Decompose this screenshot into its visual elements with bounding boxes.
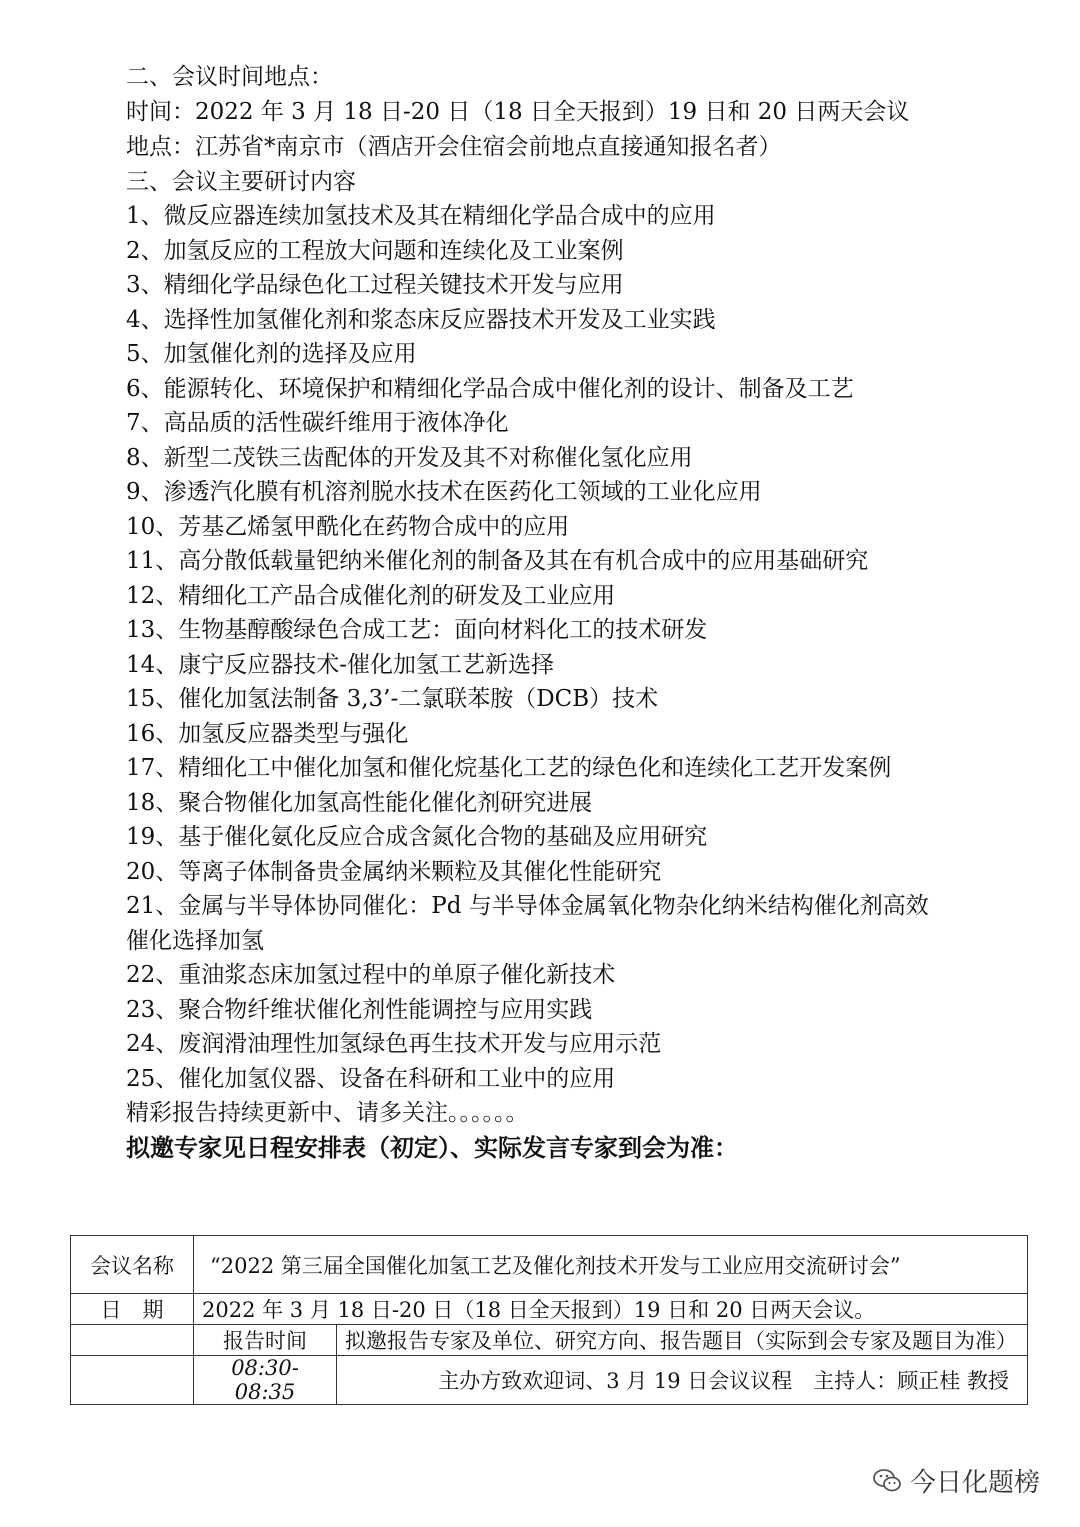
topic-item: 11、高分散低载量钯纳米催化剂的制备及其在有机合成中的应用基础研究 <box>126 548 869 574</box>
topic-item: 1、微反应器连续加氢技术及其在精细化学品合成中的应用 <box>126 203 716 229</box>
topic-item: 15、催化加氢法制备 3,3’-二氯联苯胺（DCB）技术 <box>126 686 659 712</box>
table-row <box>71 1236 1028 1294</box>
topic-item: 2、加氢反应的工程放大问题和连续化及工业案例 <box>126 238 624 264</box>
topic-item: 10、芳基乙烯氢甲酰化在药物合成中的应用 <box>126 514 570 540</box>
empty-cell <box>71 1325 194 1356</box>
update-note: 精彩报告持续更新中、请多关注。。。。。。 <box>126 1100 529 1126</box>
meeting-name-value: “2022 第三届全国催化加氢工艺及催化剂技术开发与工业应用交流研讨会” <box>194 1236 1028 1294</box>
section2-heading: 二、会议时间地点： <box>126 64 333 90</box>
topic-item-continuation: 催化选择加氢 <box>126 928 264 954</box>
opening-session: 主办方致欢迎词、3 月 19 日会议议程 主持人：顾正桂 教授 <box>337 1356 1028 1405</box>
topic-item: 3、精细化学品绿色化工过程关键技术开发与应用 <box>126 272 624 298</box>
table-row <box>71 1294 1028 1325</box>
section3-heading: 三、会议主要研讨内容 <box>126 169 356 195</box>
experts-note: 拟邀专家见日程安排表（初定）、实际发言专家到会为准： <box>126 1133 738 1162</box>
topic-item: 23、聚合物纤维状催化剂性能调控与应用实践 <box>126 997 593 1023</box>
topic-item: 25、催化加氢仪器、设备在科研和工业中的应用 <box>126 1066 616 1092</box>
topic-item: 17、精细化工中催化加氢和催化烷基化工艺的绿色化和连续化工艺开发案例 <box>126 755 892 781</box>
date-value: 2022 年 3 月 18 日-20 日（18 日全天报到）19 日和 20 日两天会议。 <box>194 1294 1028 1325</box>
meeting-place: 地点：江苏省*南京市（酒店开会住宿会前地点直接通知报名者） <box>126 134 782 160</box>
topic-item: 5、加氢催化剂的选择及应用 <box>126 341 417 367</box>
topic-item: 21、金属与半导体协同催化：Pd 与半导体金属氧化物杂化纳米结构催化剂高效 <box>126 893 929 919</box>
watermark <box>872 1460 1040 1500</box>
topic-item: 13、生物基醇酸绿色合成工艺：面向材料化工的技术研发 <box>126 617 708 643</box>
topic-item: 4、选择性加氢催化剂和浆态床反应器技术开发及工业实践 <box>126 307 716 333</box>
topic-item: 12、精细化工产品合成催化剂的研发及工业应用 <box>126 583 616 609</box>
topic-item: 22、重油浆态床加氢过程中的单原子催化新技术 <box>126 962 616 988</box>
topic-item: 16、加氢反应器类型与强化 <box>126 721 409 747</box>
watermark-text: 今日化题榜 <box>910 1467 1041 1498</box>
report-time-header: 报告时间 <box>194 1325 337 1356</box>
topic-item: 20、等离子体制备贵金属纳米颗粒及其催化性能研究 <box>126 859 662 885</box>
topic-item: 8、新型二茂铁三齿配体的开发及其不对称催化氢化应用 <box>126 445 693 471</box>
date-label: 日 期 <box>71 1294 194 1325</box>
topic-item: 6、能源转化、环境保护和精细化学品合成中催化剂的设计、制备及工艺 <box>126 376 854 402</box>
topic-item: 9、渗透汽化膜有机溶剂脱水技术在医药化工领域的工业化应用 <box>126 479 762 505</box>
meeting-time: 时间：2022 年 3 月 18 日-20 日（18 日全天报到）19 日和 20 日两天会议 <box>126 99 910 125</box>
topic-item: 24、废润滑油理性加氢绿色再生技术开发与应用示范 <box>126 1031 662 1057</box>
meeting-name-label: 会议名称 <box>71 1236 194 1294</box>
wechat-icon <box>872 1465 902 1495</box>
experts-header: 拟邀报告专家及单位、研究方向、报告题目（实际到会专家及题目为准） <box>337 1325 1028 1356</box>
table-row <box>71 1325 1028 1356</box>
report-time-value: 08:30-08:35 <box>194 1356 337 1405</box>
topic-item: 18、聚合物催化加氢高性能化催化剂研究进展 <box>126 790 593 816</box>
topic-item: 19、基于催化氨化反应合成含氮化合物的基础及应用研究 <box>126 824 708 850</box>
topic-item: 14、康宁反应器技术-催化加氢工艺新选择 <box>126 652 555 678</box>
topic-item: 7、高品质的活性碳纤维用于液体净化 <box>126 410 509 436</box>
schedule-table <box>70 1235 1028 1405</box>
table-row <box>71 1356 1028 1405</box>
empty-cell <box>71 1356 194 1405</box>
